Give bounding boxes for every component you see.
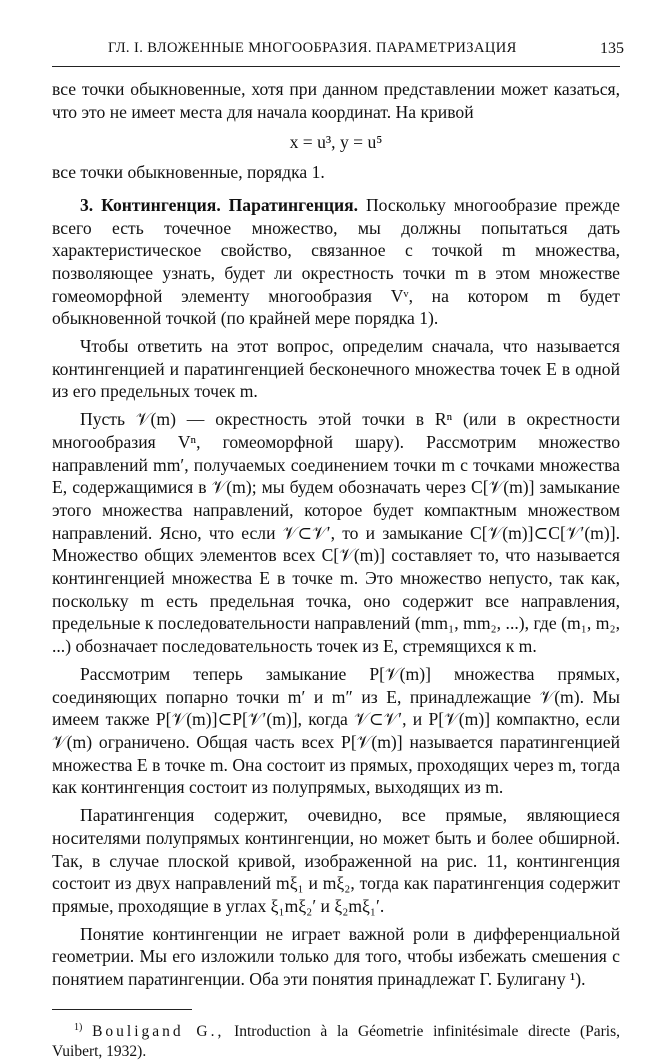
formula: x = u³, y = u⁵: [289, 132, 383, 153]
running-header: [0, 36, 666, 64]
section-paragraph-5: Паратингенция содержит, очевидно, все прямые, являющиеся носителями полупрямых контингенции, но может быть и более обширной. Так, в случае плоской кривой, изображенной на рис. 11, контингенция состоит из двух направлений mξ₁ и mξ₂, тогда как паратингенция содержит прямые, проходящие в углах ξ₁mξ₂′ и ξ₂mξ₁′.: [52, 805, 620, 916]
footnote-author: Bouligand G.,: [92, 1022, 225, 1040]
page-number: 135: [600, 40, 624, 57]
section-paragraph-3: Пусть 𝒱(m) — окрестность этой точки в Rⁿ (или в окрестности многообразия Vⁿ, гомеоморфной шару). Рассмотрим множество направлений mm′, получаемых соединением точки m с точками множества E, содержащимися в 𝒱(m); мы будем обозначать через C[𝒱(m)] замыкание этого множества направлений, которое будет компактным множеством направлений. Ясно, что если 𝒱⊂𝒱′, то и замыкание C[𝒱(m)]⊂C[𝒱′(m)]. Множество общих элементов всех C[𝒱(m)] составляет то, что называется контингенцией множества E в точке m. Это множество непусто, так как, поскольку m есть предельная точка, оно содержит все направления, предельные к последовательности направлений (mm₁, mm₂, ...), где (m₁, m₂, ...) обозначает последовательность точек из E, стремящихся к m.: [52, 409, 620, 657]
section-paragraph-1-text: Поскольку многообразие прежде всего есть точечное множество, мы должны попытаться дать характеристическое свойство, связанное с точкой m множества, позволяющее узнать, будет ли окрестность точки m в этом множестве гомеоморфной элементу многообразия Vᵛ, на котором m будет обыкновенной точкой (по крайней мере порядка 1).: [52, 194, 620, 329]
section-paragraph-6: Понятие контингенции не играет важной роли в дифференциальной геометрии. Мы его изложили только для того, чтобы избежать смешения с понятием паратингенции. Оба эти понятия принадлежат Г. Булигану ¹).: [52, 923, 620, 990]
section-paragraph-4: Рассмотрим теперь замыкание P[𝒱(m)] множества прямых, соединяющих попарно точки m′ и m″ из E, принадлежащие 𝒱(m). Мы имеем также P[𝒱(m)]⊂P[𝒱′(m)], когда 𝒱⊂𝒱′, и P[𝒱(m)] компактно, если 𝒱(m) ограничено. Общая часть всех P[𝒱(m)] называется паратингенцией множества E в точке m. Она состоит из прямых, проходящих через m, тогда как контингенция состоит из полупрямых, выходящих из m.: [52, 663, 620, 798]
section-heading: 3. Контингенция. Паратингенция.: [80, 194, 359, 215]
section-paragraph-2: Чтобы ответить на этот вопрос, определим сначала, что называется контингенцией и паратингенцией бесконечного множества точек E в одной из его предельных точек m.: [52, 336, 620, 402]
intro-paragraph: все точки обыкновенные, хотя при данном представлении может казаться, что это не имеет места для начала координат. На кривой: [52, 79, 620, 122]
footnote-text: Introduction à la Géometrie infinitésimale directe (Paris, Vuibert, 1932).: [52, 1022, 621, 1060]
header-rule: [52, 66, 620, 67]
page-body: [52, 78, 620, 1062]
intro-conclusion: все точки обыкновенные, порядка 1.: [52, 162, 325, 183]
footnote-mark: 1): [74, 1021, 83, 1033]
footnote: [52, 1018, 620, 1062]
section-paragraph-1: [52, 194, 620, 330]
header-title: ГЛ. I. ВЛОЖЕННЫЕ МНОГООБРАЗИЯ. ПАРАМЕТРИЗАЦИЯ: [108, 40, 517, 56]
footnote-rule: [52, 1009, 192, 1010]
